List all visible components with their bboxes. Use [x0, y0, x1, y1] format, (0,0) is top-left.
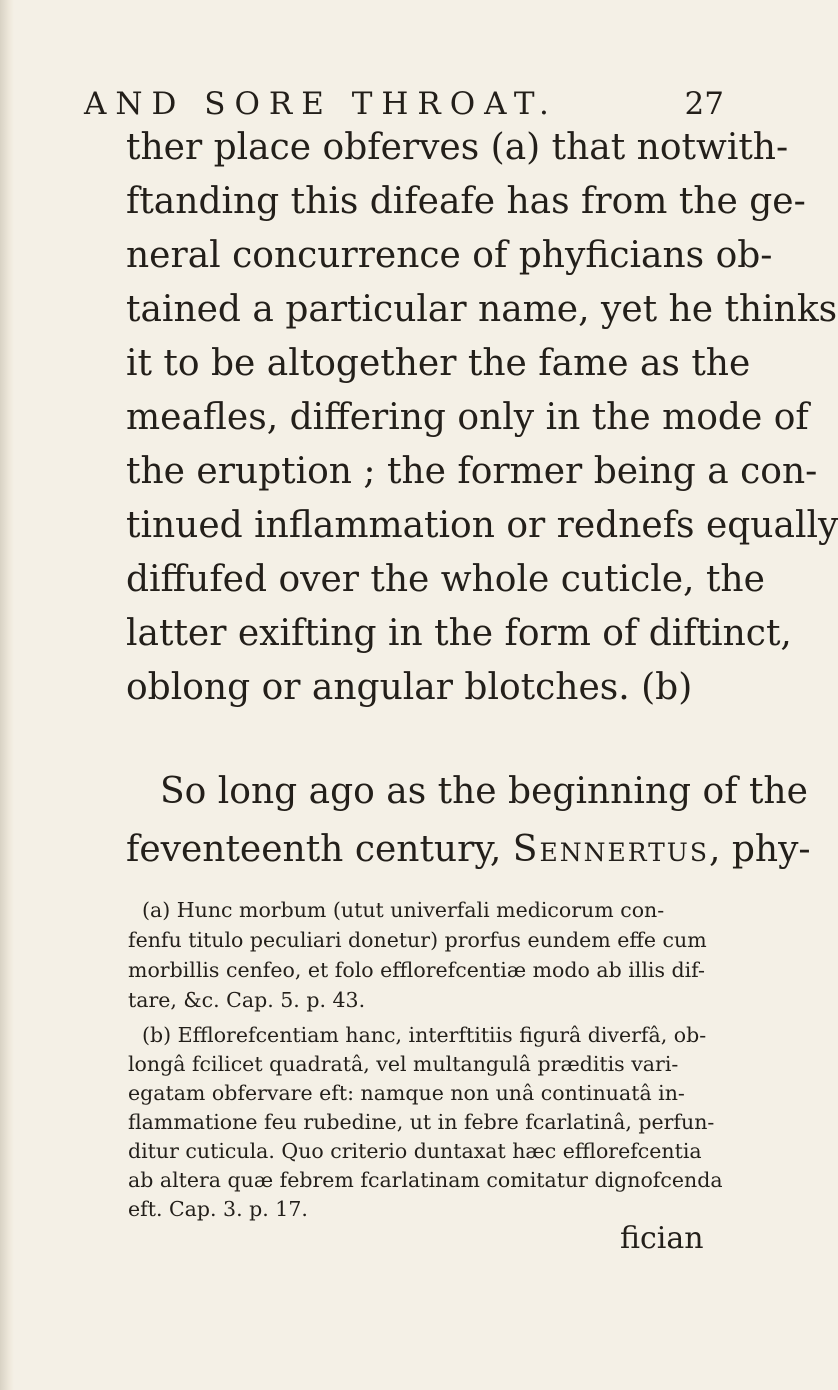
text-fragment: , phy- — [708, 829, 811, 870]
footnote-line: eft. Cap. 3. p. 17. — [128, 1197, 308, 1221]
author-name: Sennertus — [512, 829, 709, 870]
footnote-line: ditur cuticula. Quo criterio duntaxat hæc efflorefcentia — [128, 1139, 702, 1163]
footnote-line: flammatione feu rubedine, ut in febre fcarlatinâ, perfun- — [128, 1110, 715, 1134]
footnote-line: morbillis cenfeo, et folo efflorefcentiæ modo ab illis dif- — [128, 958, 705, 982]
page-number: 27 — [684, 86, 724, 122]
catchword: fician — [620, 1221, 704, 1256]
footnote-line: (a) Hunc morbum (utut univerfali medicorum con- — [142, 898, 665, 922]
text-line: So long ago as the beginning of the — [160, 771, 808, 812]
text-line: the eruption ; the former being a con- — [126, 451, 818, 492]
footnote-line: tare, &c. Cap. 5. p. 43. — [128, 988, 366, 1012]
text-fragment: feventeenth century, — [126, 829, 502, 870]
text-line: ther place obferves (a) that notwith- — [126, 127, 789, 168]
running-head: AND SORE THROAT. — [84, 86, 558, 122]
text-line: ftanding this difeafe has from the ge- — [126, 181, 806, 222]
footnote-line: egatam obfervare eft: namque non unâ continuatâ in- — [128, 1081, 685, 1105]
footnote-line: fenfu titulo peculiari donetur) prorfus eundem effe cum — [128, 928, 707, 952]
text-line: diffufed over the whole cuticle, the — [126, 559, 765, 600]
text-line: meafles, differing only in the mode of — [126, 397, 809, 438]
text-line: latter exifting in the form of diftinct, — [126, 613, 792, 654]
text-line: tinued inflammation or rednefs equally — [126, 505, 838, 546]
text-line: tained a particular name, yet he thinks — [126, 289, 838, 330]
page-header — [84, 86, 724, 126]
text-line: neral concurrence of phyficians ob- — [126, 235, 773, 276]
footnote-line: (b) Efflorefcentiam hanc, interftitiis figurâ diverfâ, ob- — [142, 1023, 707, 1047]
text-line: it to be altogether the fame as the — [126, 343, 751, 384]
footnote-line: ab altera quæ febrem fcarlatinam comitatur dignofcenda — [128, 1168, 723, 1192]
page-gutter-shadow — [0, 0, 14, 1390]
footnote-line: longâ fcilicet quadratâ, vel multangulâ præditis vari- — [128, 1052, 679, 1076]
text-line — [126, 829, 811, 870]
text-line: oblong or angular blotches. (b) — [126, 667, 693, 708]
